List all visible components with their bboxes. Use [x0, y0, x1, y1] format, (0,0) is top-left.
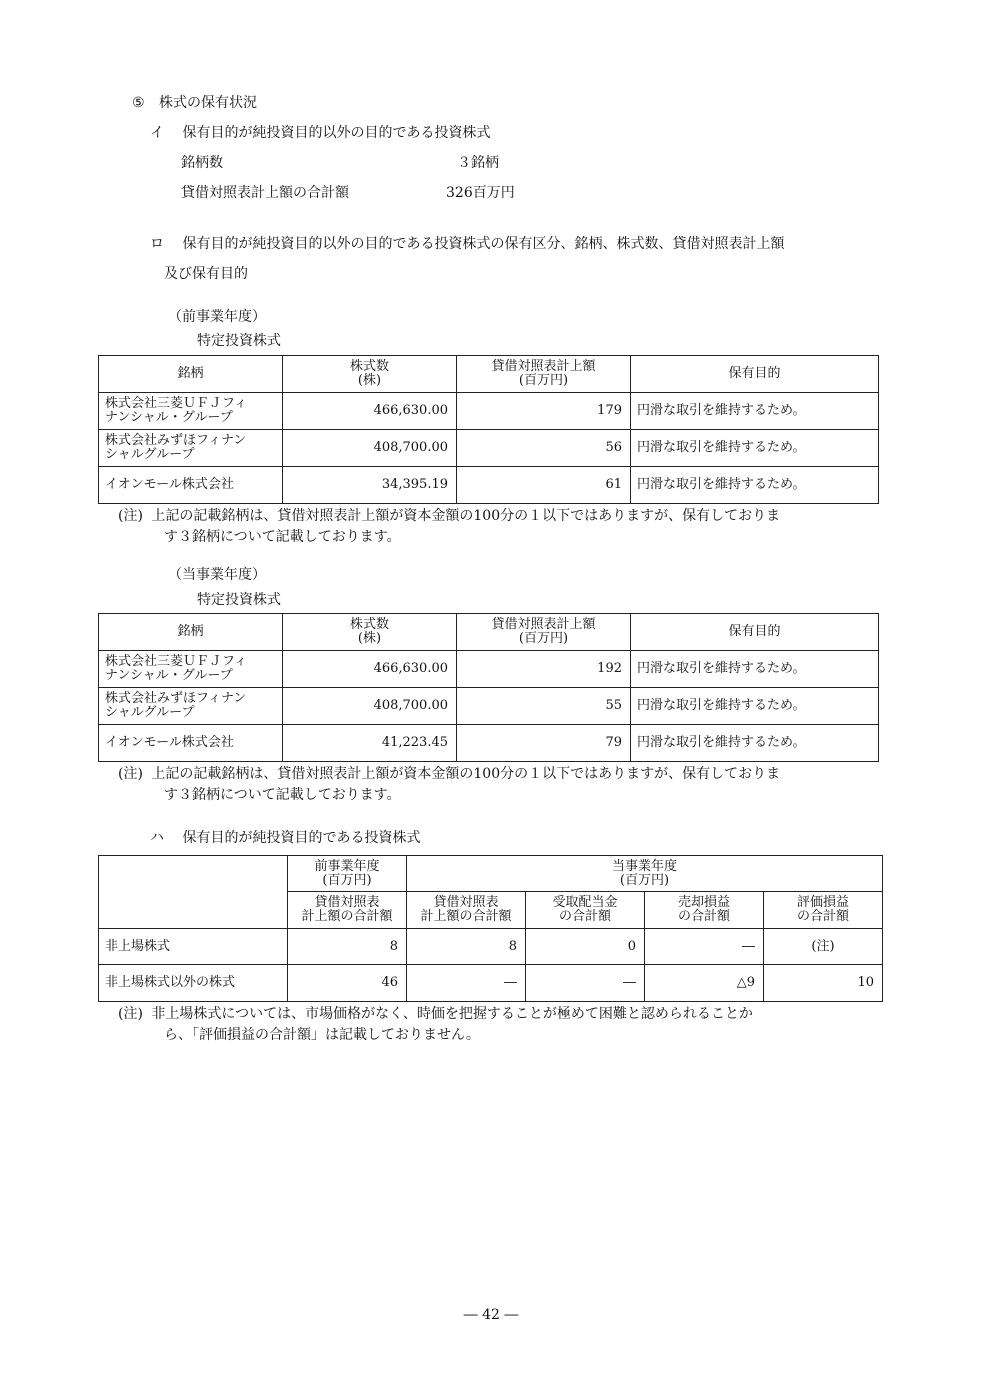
subsection-ro-heading [150, 234, 784, 254]
prev-period-label: （前事業年度） [168, 309, 266, 325]
stock-amount: 61 [457, 467, 631, 504]
ha-note-cont: ら、「評価損益の合計額」は記載しておりません。 [164, 1027, 480, 1043]
header-blank [99, 856, 288, 929]
note-text: 上記の記載銘柄は、貸借対照表計上額が資本金額の100分の１以下ではありますが、保有しておりま [151, 766, 781, 782]
header-prev-bs-amount: 貸借対照表 計上額の合計額 [288, 892, 407, 929]
subsection-i-marker: イ [150, 125, 164, 141]
stock-amount: 179 [457, 393, 631, 430]
header-sale-gain-loss: 売却損益 の合計額 [645, 892, 764, 929]
prev-note-cont: す３銘柄について記載しております。 [164, 529, 401, 545]
prev-specified-stocks-table [98, 355, 879, 504]
curr-period-label: （当事業年度） [168, 567, 266, 583]
stock-purpose: 円滑な取引を維持するため。 [631, 725, 879, 762]
header-valuation-gain-loss: 評価損益 の合計額 [764, 892, 883, 929]
subsection-i-heading [150, 123, 490, 143]
header-name: 銘柄 [99, 356, 283, 393]
table-row [99, 430, 879, 467]
header-name: 銘柄 [99, 614, 283, 651]
row-label: 非上場株式 [99, 929, 288, 965]
ha-note [118, 1004, 753, 1024]
brand-count-label: 銘柄数 [181, 155, 223, 171]
header-shares: 株式数 (株) [283, 614, 457, 651]
stock-shares: 34,395.19 [283, 467, 457, 504]
stock-purpose: 円滑な取引を維持するため。 [631, 651, 879, 688]
brand-count-value: ３銘柄 [457, 155, 499, 171]
header-prev-year: 前事業年度 (百万円) [288, 856, 407, 892]
total-amount-value: 326百万円 [446, 185, 515, 201]
curr-note-cont: す３銘柄について記載しております。 [164, 787, 401, 803]
prev-subtitle: 特定投資株式 [197, 333, 281, 349]
table-row [99, 651, 879, 688]
total-amount-label: 貸借対照表計上額の合計額 [181, 185, 349, 201]
stock-shares: 466,630.00 [283, 393, 457, 430]
section-heading [132, 93, 257, 113]
header-curr-bs-amount: 貸借対照表 計上額の合計額 [407, 892, 526, 929]
stock-name: 株式会社三菱ＵＦＪフィ ナンシャル・グループ [99, 651, 283, 688]
stock-amount: 79 [457, 725, 631, 762]
subsection-ro-marker: ロ [150, 236, 164, 252]
header-purpose: 保有目的 [631, 356, 879, 393]
curr-subtitle: 特定投資株式 [197, 592, 281, 608]
stock-purpose: 円滑な取引を維持するため。 [631, 467, 879, 504]
subsection-ro-title-cont: 及び保有目的 [164, 266, 248, 282]
sale-gain-loss: ― [645, 929, 764, 965]
table-header-row [99, 856, 883, 892]
stock-name: 株式会社みずほフィナン シャルグループ [99, 430, 283, 467]
stock-shares: 41,223.45 [283, 725, 457, 762]
table-row [99, 393, 879, 430]
stock-name: イオンモール株式会社 [99, 467, 283, 504]
stock-name: 株式会社三菱ＵＦＪフィ ナンシャル・グループ [99, 393, 283, 430]
stock-shares: 466,630.00 [283, 651, 457, 688]
valuation-gain-loss: (注) [764, 929, 883, 965]
note-label: (注) [118, 1006, 143, 1022]
stock-amount: 192 [457, 651, 631, 688]
header-dividends: 受取配当金 の合計額 [526, 892, 645, 929]
stock-purpose: 円滑な取引を維持するため。 [631, 430, 879, 467]
curr-bs-amount: 8 [407, 929, 526, 965]
header-shares: 株式数 (株) [283, 356, 457, 393]
stock-shares: 408,700.00 [283, 688, 457, 725]
note-label: (注) [118, 508, 143, 524]
dividends: 0 [526, 929, 645, 965]
header-amount: 貸借対照表計上額 (百万円) [457, 356, 631, 393]
note-text: 上記の記載銘柄は、貸借対照表計上額が資本金額の100分の１以下ではありますが、保有しておりま [151, 508, 781, 524]
page-number: ― 42 ― [463, 1307, 519, 1323]
row-label: 非上場株式以外の株式 [99, 965, 288, 1002]
subsection-ha-heading [150, 828, 420, 848]
prev-bs-amount: 46 [288, 965, 407, 1002]
stock-amount: 55 [457, 688, 631, 725]
stock-name: 株式会社みずほフィナン シャルグループ [99, 688, 283, 725]
valuation-gain-loss: 10 [764, 965, 883, 1002]
curr-specified-stocks-table [98, 613, 879, 762]
table-row [99, 467, 879, 504]
stock-purpose: 円滑な取引を維持するため。 [631, 393, 879, 430]
stock-name: イオンモール株式会社 [99, 725, 283, 762]
note-text: 非上場株式については、市場価格がなく、時価を把握することが極めて困難と認められることか [151, 1006, 753, 1022]
header-amount: 貸借対照表計上額 (百万円) [457, 614, 631, 651]
header-curr-year: 当事業年度 (百万円) [407, 856, 883, 892]
stock-purpose: 円滑な取引を維持するため。 [631, 688, 879, 725]
dividends: ― [526, 965, 645, 1002]
table-header-row [99, 614, 879, 651]
note-label: (注) [118, 766, 143, 782]
section-number: ⑤ [132, 95, 145, 111]
subsection-i-title: 保有目的が純投資目的以外の目的である投資株式 [182, 125, 491, 141]
table-row [99, 725, 879, 762]
stock-amount: 56 [457, 430, 631, 467]
section-title: 株式の保有状況 [159, 95, 258, 111]
table-row [99, 688, 879, 725]
subsection-ro-title: 保有目的が純投資目的以外の目的である投資株式の保有区分、銘柄、株式数、貸借対照表計上額 [182, 236, 785, 252]
table-row [99, 965, 883, 1002]
pure-investment-stocks-table [98, 855, 883, 1002]
curr-bs-amount: ― [407, 965, 526, 1002]
table-row [99, 929, 883, 965]
header-purpose: 保有目的 [631, 614, 879, 651]
stock-shares: 408,700.00 [283, 430, 457, 467]
table-header-row [99, 356, 879, 393]
subsection-ha-marker: ハ [150, 830, 164, 846]
prev-bs-amount: 8 [288, 929, 407, 965]
subsection-ha-title: 保有目的が純投資目的である投資株式 [182, 830, 421, 846]
sale-gain-loss: △9 [645, 965, 764, 1002]
prev-note [118, 506, 780, 526]
curr-note [118, 764, 780, 784]
